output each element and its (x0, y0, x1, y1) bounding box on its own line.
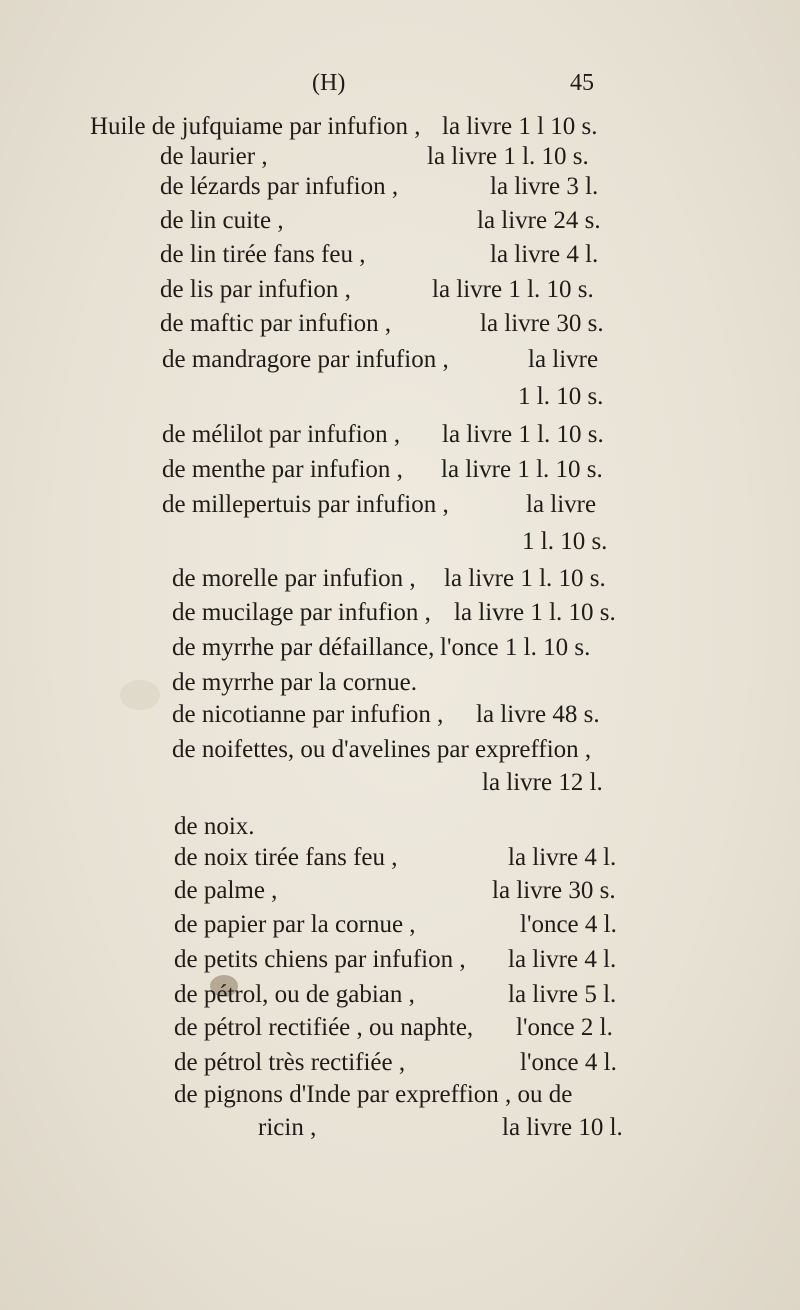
page-number: 45 (570, 70, 594, 96)
price-list: Huile de jufquiame par infufion , la livre 1 l 10 s. de laurier , la livre 1 l. 10 s. de lézards par infufion , la livre 3 l. de lin cuite , la livre 24 s. de lin tirée fans feu , la livre 4 l. de lis par infufion , la livre 1 l. 10 s. de maftic par infufion , la livre 30 s. de mandragore par infufion , la livre 1 l. 10 s. de mélilot par infufion , la livre 1 l. 10 s. de menthe par infufion , la livre 1 l. 10 s. de millepertuis par infufion , la livre 1 l. 10 s. de morelle par infufion , la livre 1 l. 10 s. de mucilage par infufion , la livre 1 l. 10 s. de myrrhe par défaillance, l'once 1 l. 10 s. de myrrhe par la cornue. de nicotianne par infufion , la livre 48 s. de noifettes, ou d'avelines par expreffion , la livre 12 l. de noix. de noix tirée fans feu , la livre 4 l. de palme , la livre 30 s. de papier par la cornue , l'once 4 l. de petits chiens par infufion , la livre 4 l. de pétrol, ou de gabian , la livre 5 l. de pétrol rectifiée , ou naphte, l'once 2 l. de pétrol très rectifiée , l'once 4 l. de pignons d'Inde par expreffion , ou de ricin , la livre 10 l. (90, 113, 623, 1141)
signature-mark: (H) (312, 70, 346, 96)
